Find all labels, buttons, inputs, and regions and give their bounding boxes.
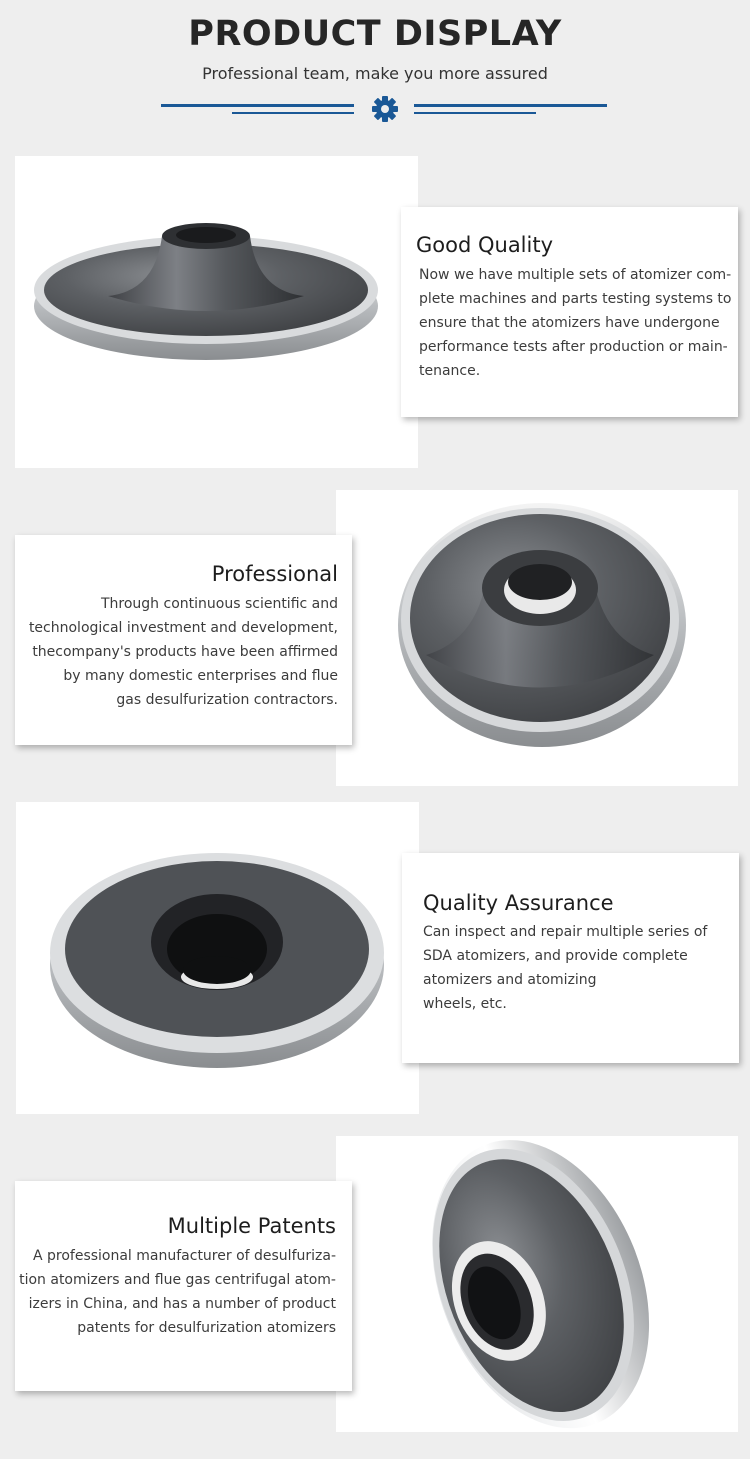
feature-text-line: by many domestic enterprises and flue bbox=[63, 668, 338, 684]
page-subtitle: Professional team, make you more assured bbox=[202, 64, 548, 83]
feature-card-good-quality bbox=[401, 207, 738, 417]
feature-text-line: tenance. bbox=[419, 363, 481, 379]
feature-text-line: performance tests after production or main- bbox=[419, 339, 728, 355]
feature-heading: Multiple Patents bbox=[167, 1214, 336, 1238]
feature-text-line: atomizers and atomizing bbox=[423, 972, 597, 988]
page-title: PRODUCT DISPLAY bbox=[188, 14, 562, 54]
feature-text-line: tion atomizers and flue gas centrifugal atom- bbox=[19, 1272, 336, 1288]
product-image-2 bbox=[336, 490, 738, 786]
feature-text-line: SDA atomizers, and provide complete bbox=[423, 948, 688, 964]
feature-text-line: wheels, etc. bbox=[423, 996, 507, 1012]
feature-heading: Good Quality bbox=[416, 233, 554, 257]
page-header bbox=[0, 0, 750, 150]
feature-text-line: Now we have multiple sets of atomizer com- bbox=[419, 267, 732, 283]
feature-text-line: A professional manufacturer of desulfuriza- bbox=[32, 1248, 336, 1264]
divider-line-right-bottom bbox=[414, 112, 536, 114]
product-image-3 bbox=[16, 802, 419, 1114]
product-image-4 bbox=[336, 1136, 738, 1432]
feature-card-professional bbox=[15, 535, 352, 745]
feature-heading: Quality Assurance bbox=[423, 891, 614, 915]
feature-text-line: Can inspect and repair multiple series of bbox=[423, 924, 708, 940]
feature-card-quality-assurance bbox=[402, 853, 739, 1063]
feature-text-line: gas desulfurization contractors. bbox=[116, 692, 338, 708]
product-image-1 bbox=[15, 156, 418, 468]
feature-text-line: thecompany's products have been affirmed bbox=[32, 644, 338, 660]
feature-text-line: plete machines and parts testing systems to bbox=[419, 291, 732, 307]
gear-icon bbox=[371, 95, 399, 123]
feature-text-line: Through continuous scientific and bbox=[100, 596, 338, 612]
feature-text-line: technological investment and development, bbox=[28, 620, 338, 636]
divider-line-right-top bbox=[414, 104, 607, 107]
feature-heading: Professional bbox=[211, 562, 338, 586]
feature-text-line: patents for desulfurization atomizers bbox=[77, 1320, 336, 1336]
divider-line-left-top bbox=[161, 104, 354, 107]
feature-text-line: izers in China, and has a number of product bbox=[28, 1296, 336, 1312]
divider-line-left-bottom bbox=[232, 112, 354, 114]
feature-text-line: ensure that the atomizers have undergone bbox=[419, 315, 720, 331]
feature-card-multiple-patents bbox=[15, 1181, 352, 1391]
